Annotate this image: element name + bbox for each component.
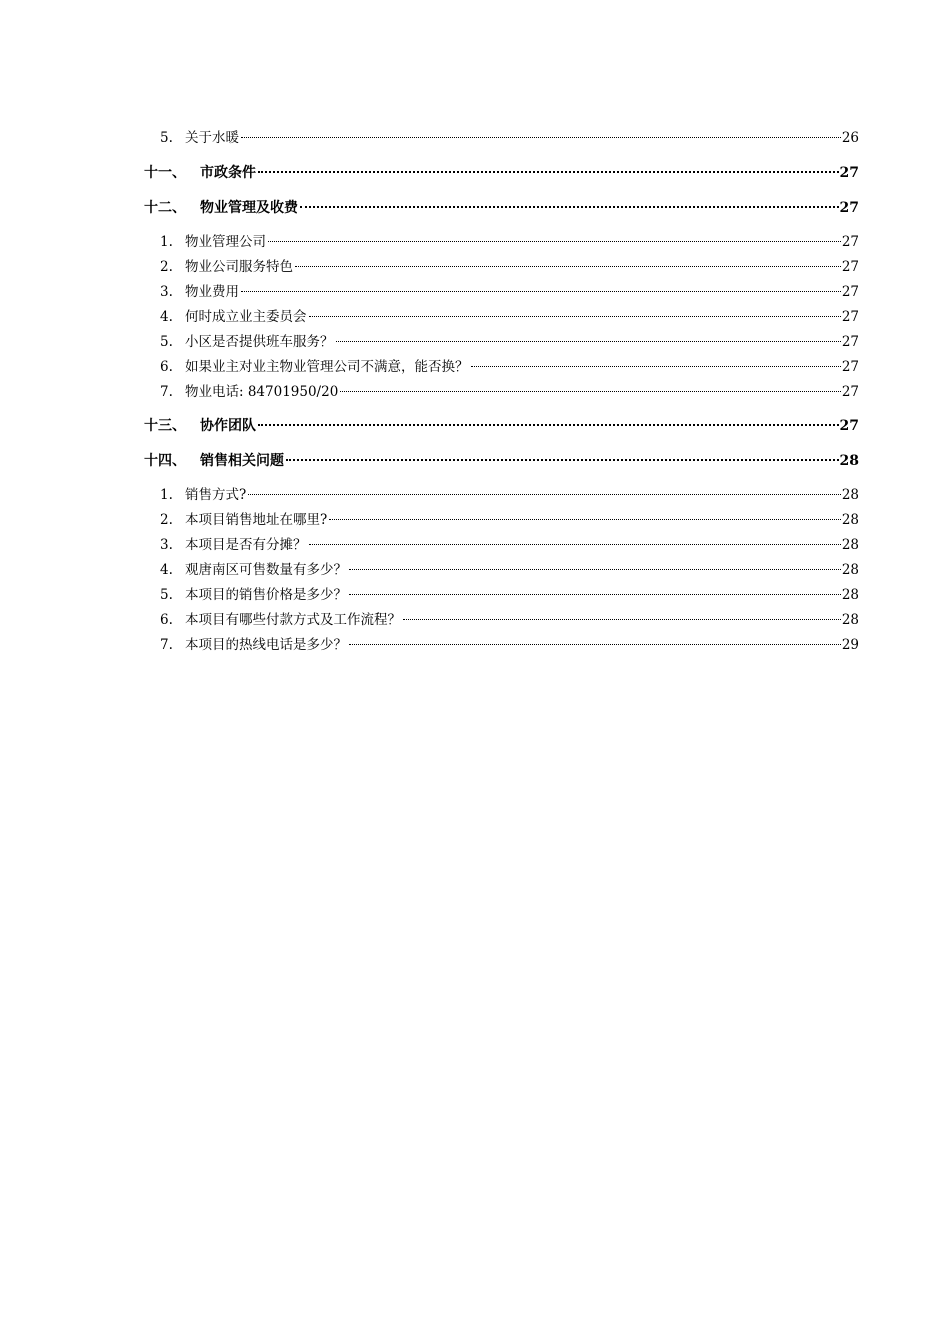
toc-entry-number: 4. — [160, 309, 173, 325]
toc-entry-number: 十二、 — [144, 200, 186, 216]
toc-subsection-entry[interactable] — [0, 634, 950, 656]
toc-dot-leader — [336, 341, 841, 342]
toc-entry-line — [160, 534, 859, 556]
toc-entry-page-number: 28 — [841, 512, 859, 528]
toc-entry-line — [160, 634, 859, 656]
toc-entry-number: 5. — [160, 587, 173, 603]
toc-entry-line — [160, 256, 859, 278]
toc-entry-line — [160, 381, 859, 403]
toc-subsection-entry[interactable] — [0, 609, 950, 631]
toc-entry-line — [160, 484, 859, 506]
toc-dot-leader — [295, 266, 841, 267]
toc-entry-title: 销售方式? — [185, 487, 247, 503]
toc-entry-line — [160, 127, 859, 149]
toc-entry-number: 2. — [160, 512, 173, 528]
toc-entry-page-number: 27 — [841, 384, 859, 400]
toc-entry-page-number: 27 — [841, 359, 859, 375]
toc-dot-leader — [329, 519, 841, 520]
toc-entry-line — [144, 197, 859, 219]
toc-entry-title: 物业管理公司 — [185, 234, 266, 250]
toc-entry-title: 小区是否提供班车服务？ — [185, 334, 334, 350]
toc-subsection-entry[interactable] — [0, 484, 950, 506]
toc-entry-number: 7. — [160, 637, 173, 653]
toc-entry-page-number: 27 — [839, 165, 859, 181]
toc-subsection-entry[interactable] — [0, 534, 950, 556]
toc-entry-page-number: 27 — [841, 334, 859, 350]
toc-entry-line — [160, 306, 859, 328]
toc-entry-number: 十一、 — [144, 165, 186, 181]
toc-entry-page-number: 27 — [841, 259, 859, 275]
toc-entry-line — [160, 559, 859, 581]
toc-entry-title: 销售相关问题 — [200, 453, 284, 469]
toc-entry-page-number: 27 — [839, 418, 859, 434]
toc-subsection-entry[interactable] — [0, 306, 950, 328]
toc-entry-line — [160, 331, 859, 353]
toc-entry-number: 7. — [160, 384, 173, 400]
toc-subsection-entry[interactable] — [0, 231, 950, 253]
toc-entry-title: 协作团队 — [200, 418, 256, 434]
toc-entry-title: 市政条件 — [200, 165, 256, 181]
toc-dot-leader — [349, 594, 841, 595]
toc-subsection-entry[interactable] — [0, 559, 950, 581]
toc-dot-leader — [258, 424, 839, 426]
toc-entry-page-number: 27 — [841, 234, 859, 250]
toc-section-entry[interactable] — [0, 162, 950, 184]
toc-entry-title: 物业电话: 84701950/20 — [185, 384, 339, 400]
toc-entry-title: 本项目的销售价格是多少？ — [185, 587, 347, 603]
toc-entry-number: 5. — [160, 130, 173, 146]
toc-entry-page-number: 29 — [841, 637, 859, 653]
toc-entry-line — [160, 281, 859, 303]
toc-entry-page-number: 27 — [839, 200, 859, 216]
toc-entry-number: 6. — [160, 612, 173, 628]
toc-dot-leader — [309, 544, 841, 545]
toc-dot-leader — [241, 137, 841, 138]
toc-entry-number: 6. — [160, 359, 173, 375]
toc-entry-page-number: 28 — [841, 487, 859, 503]
toc-dot-leader — [403, 619, 841, 620]
toc-entry-number: 2. — [160, 259, 173, 275]
toc-entry-title: 本项目是否有分摊？ — [185, 537, 307, 553]
toc-subsection-entry[interactable] — [0, 331, 950, 353]
toc-entry-title: 物业管理及收费 — [200, 200, 298, 216]
toc-dot-leader — [248, 494, 841, 495]
toc-entry-title: 本项目有哪些付款方式及工作流程？ — [185, 612, 401, 628]
toc-dot-leader — [286, 459, 839, 461]
toc-dot-leader — [258, 171, 839, 173]
toc-subsection-entry[interactable] — [0, 356, 950, 378]
toc-subsection-entry[interactable] — [0, 281, 950, 303]
toc-entry-title: 如果业主对业主物业管理公司不满意，能否换？ — [185, 359, 469, 375]
toc-entry-line — [144, 450, 859, 472]
toc-entry-number: 4. — [160, 562, 173, 578]
toc-dot-leader — [241, 291, 841, 292]
toc-entry-title: 本项目销售地址在哪里? — [185, 512, 328, 528]
toc-entry-number: 1. — [160, 234, 173, 250]
toc-dot-leader — [349, 569, 841, 570]
toc-section-entry[interactable] — [0, 450, 950, 472]
toc-entry-title: 物业费用 — [185, 284, 239, 300]
toc-entry-page-number: 28 — [841, 612, 859, 628]
toc-entry-line — [144, 162, 859, 184]
toc-entry-line — [160, 356, 859, 378]
toc-dot-leader — [300, 206, 839, 208]
toc-entry-number: 3. — [160, 284, 173, 300]
toc-entry-page-number: 28 — [841, 587, 859, 603]
toc-entry-page-number: 28 — [841, 562, 859, 578]
toc-entry-page-number: 26 — [841, 130, 859, 146]
toc-subsection-entry[interactable] — [0, 127, 950, 149]
toc-dot-leader — [309, 316, 841, 317]
toc-entry-page-number: 28 — [839, 453, 859, 469]
toc-entry-title: 本项目的热线电话是多少？ — [185, 637, 347, 653]
toc-section-entry[interactable] — [0, 197, 950, 219]
toc-dot-leader — [340, 391, 841, 392]
toc-entry-line — [160, 231, 859, 253]
toc-subsection-entry[interactable] — [0, 584, 950, 606]
toc-entry-title: 物业公司服务特色 — [185, 259, 293, 275]
toc-entry-number: 十四、 — [144, 453, 186, 469]
toc-dot-leader — [349, 644, 841, 645]
toc-entry-line — [160, 584, 859, 606]
toc-entry-number: 十三、 — [144, 418, 186, 434]
toc-entry-number: 5. — [160, 334, 173, 350]
toc-entry-number: 1. — [160, 487, 173, 503]
toc-subsection-entry[interactable] — [0, 256, 950, 278]
toc-entry-line — [144, 415, 859, 437]
toc-entry-title: 关于水暖 — [185, 130, 239, 146]
toc-entry-number: 3. — [160, 537, 173, 553]
toc-entry-title: 观唐南区可售数量有多少？ — [185, 562, 347, 578]
toc-dot-leader — [471, 366, 841, 367]
toc-entry-page-number: 27 — [841, 284, 859, 300]
toc-entry-page-number: 27 — [841, 309, 859, 325]
toc-entry-page-number: 28 — [841, 537, 859, 553]
toc-dot-leader — [268, 241, 841, 242]
toc-entry-title: 何时成立业主委员会 — [185, 309, 307, 325]
toc-subsection-entry[interactable] — [0, 381, 950, 403]
toc-section-entry[interactable] — [0, 415, 950, 437]
toc-entry-line — [160, 509, 859, 531]
toc-subsection-entry[interactable] — [0, 509, 950, 531]
toc-entry-line — [160, 609, 859, 631]
